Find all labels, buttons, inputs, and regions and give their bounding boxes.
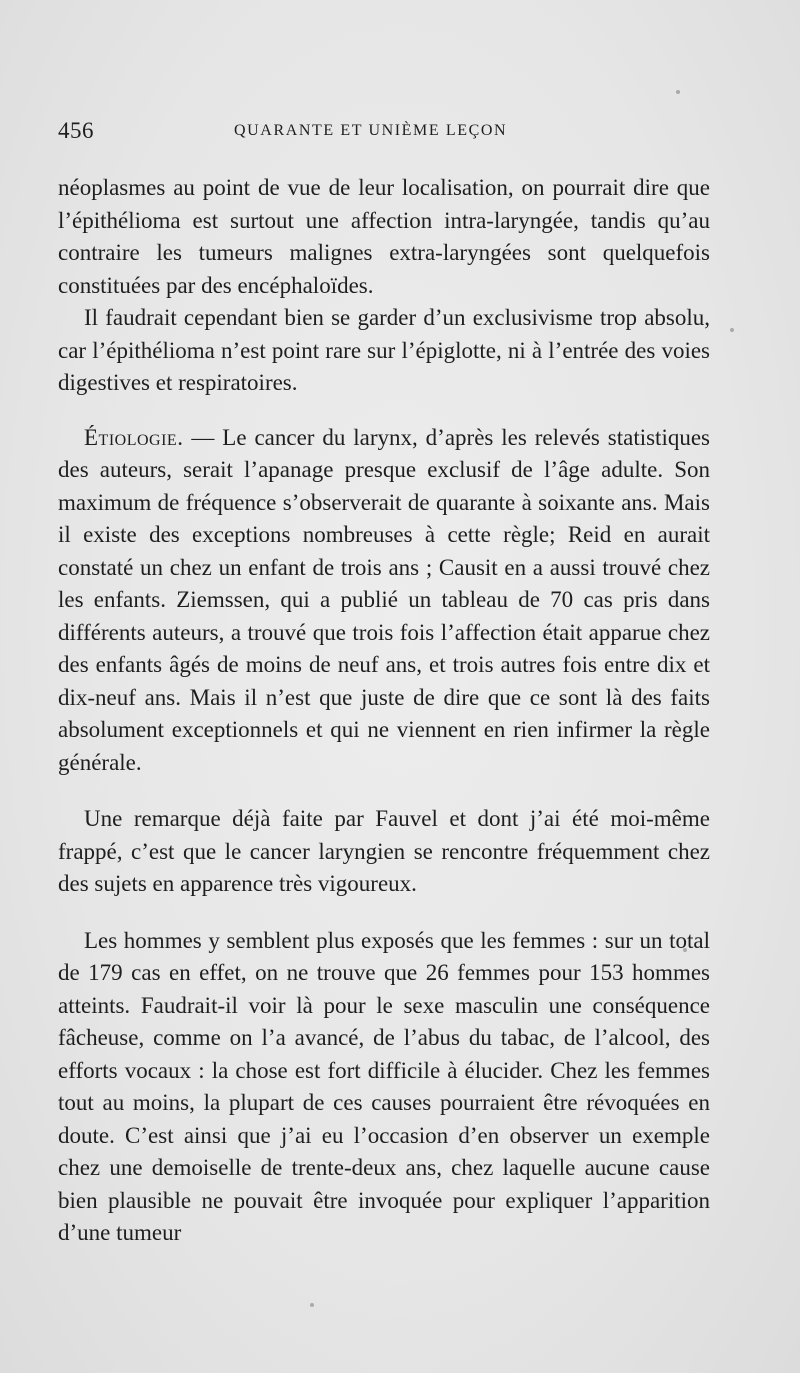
paragraph-2: Il faudrait cependant bien se garder d’un exclusivisme trop absolu, car l’épithélioma n’est point rare sur l’épiglotte, ni à l’entrée des voies digestives et respiratoires. (58, 305, 710, 395)
page-header (58, 118, 710, 148)
ink-speck (683, 948, 687, 952)
section-heading: Étiologie. (84, 424, 184, 450)
paragraph-etiologie (58, 422, 710, 780)
page-number: 456 (58, 118, 94, 143)
ink-speck (310, 1303, 314, 1307)
body-text (58, 172, 710, 1250)
paragraph-1: néoplasmes au point de vue de leur localisation, on pourrait dire que l’épithélioma est surtout une affection intra-laryngée, tandis qu’au contraire les tumeurs malignes extra-laryngées sont quelquefois constituées par des encéphaloïdes. (58, 175, 710, 298)
paragraph-3-body: — Le cancer du larynx, d’après les relevés statistiques des auteurs, serait l’apanage presque exclusif de l’âge adulte. Son maximum de fréquence s’observerait de quarante à soixante ans. Mais il existe des exceptions nombreuses à cette règle; Reid en aurait constaté un chez un enfant de trois ans ; Causit en a aussi trouvé chez les enfants. Ziemssen, qui a publié un tableau de 70 cas pris dans différents auteurs, a trouvé que trois fois l’affection était apparue chez des enfants âgés de moins de neuf ans, et trois autres fois entre dix et dix-neuf ans. Mais il n’est que juste de dire que ce sont là des faits absolument exceptionnels et qui ne viennent en rien infirmer la règle générale. (58, 424, 710, 775)
ink-speck (730, 328, 734, 332)
running-head: QUARANTE ET UNIÈME LEÇON (234, 122, 508, 139)
paragraph-4: Une remarque déjà faite par Fauvel et dont j’ai été moi-même frappé, c’est que le cancer laryngien se rencontre fréquemment chez des sujets en apparence très vigoureux. (58, 806, 710, 896)
paragraph-5: Les hommes y semblent plus exposés que les femmes : sur un total de 179 cas en effet, on ne trouve que 26 femmes pour 153 hommes atteints. Faudrait-il voir là pour le sexe masculin une conséquence fâcheuse, comme on l’a avancé, de l’abus du tabac, de l’alcool, des efforts vocaux : la chose est fort difficile à élucider. Chez les femmes tout au moins, la plupart de ces causes pourraient être révoquées en doute. C’est ainsi que j’ai eu l’occasion d’en observer un exemple chez une demoiselle de trente-deux ans, chez laquelle aucune cause bien plausible ne pouvait être invoquée pour expliquer l’apparition d’une tumeur (58, 927, 710, 1245)
ink-speck (676, 90, 680, 94)
